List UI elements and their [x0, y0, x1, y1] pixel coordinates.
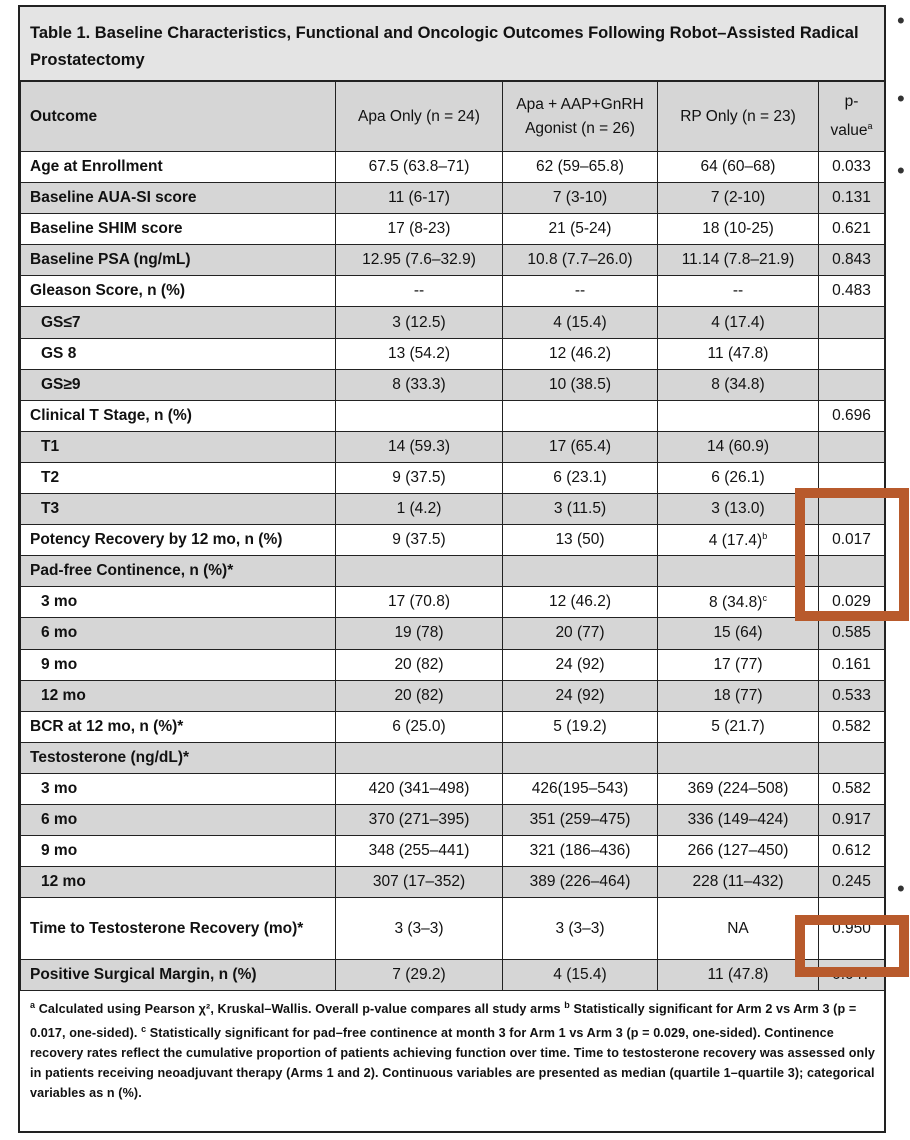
cell-rp-text: 3 (13.0): [711, 500, 765, 518]
table-row: [21, 649, 885, 680]
outcomes-table: [20, 81, 885, 991]
footnote-sup-a: a: [30, 1000, 36, 1010]
cell-pvalue: [819, 307, 885, 338]
cell-apa: [336, 618, 503, 649]
cell-pvalue-text: 0.582: [832, 779, 871, 797]
row-label: [21, 338, 336, 369]
cell-combo: [503, 369, 658, 400]
cell-pvalue-text: 0.621: [832, 220, 871, 238]
cell-pvalue: [819, 649, 885, 680]
row-label-text: 12 mo: [41, 873, 86, 891]
header-combo-line2: Agonist (n = 26): [525, 119, 635, 137]
cell-rp-text: 336 (149–424): [687, 811, 789, 829]
cell-rp-sup: c: [762, 592, 767, 603]
table-row: [21, 431, 885, 462]
cell-apa-text: 19 (78): [394, 624, 444, 642]
row-label-text: 12 mo: [41, 686, 86, 704]
cell-apa: [336, 742, 503, 773]
cell-apa: [336, 494, 503, 525]
cell-combo: [503, 773, 658, 804]
cell-pvalue: [819, 369, 885, 400]
row-label-text: Clinical T Stage, n (%): [30, 406, 192, 424]
cell-pvalue-text: 0.131: [832, 189, 871, 207]
cell-pvalue: [819, 836, 885, 867]
cell-rp-text: 8 (34.8): [709, 593, 763, 611]
table-row: [21, 183, 885, 214]
cell-combo: [503, 245, 658, 276]
row-label: [21, 152, 336, 183]
cell-pvalue: [819, 773, 885, 804]
table-row: [21, 556, 885, 587]
cell-pvalue-text: 0.582: [832, 717, 871, 735]
cell-apa-text: 348 (255–441): [368, 842, 470, 860]
row-label-text: GS 8: [41, 344, 77, 362]
row-label: [21, 369, 336, 400]
row-label: [21, 960, 336, 991]
table-row: [21, 525, 885, 556]
table-row: [21, 494, 885, 525]
cell-pvalue: [819, 867, 885, 898]
row-label: [21, 245, 336, 276]
cell-combo-text: 351 (259–475): [529, 811, 631, 829]
cell-rp: [658, 152, 819, 183]
table-row: [21, 618, 885, 649]
cell-rp: [658, 649, 819, 680]
cell-combo: [503, 214, 658, 245]
row-label: [21, 276, 336, 307]
row-label-text: Pad-free Continence, n (%)*: [30, 562, 234, 580]
cell-combo: [503, 711, 658, 742]
cell-combo-text: 17 (65.4): [548, 437, 612, 455]
row-label: [21, 431, 336, 462]
cell-combo-text: --: [574, 282, 586, 300]
cell-apa-text: 307 (17–352): [372, 873, 466, 891]
table-row: [21, 898, 885, 960]
table-row: [21, 587, 885, 618]
table-row: [21, 742, 885, 773]
cell-pvalue: [819, 804, 885, 835]
cell-rp-text: 5 (21.7): [711, 717, 765, 735]
table-row: [21, 711, 885, 742]
row-label-text: Baseline PSA (ng/mL): [30, 251, 191, 269]
cell-combo-text: 4 (15.4): [553, 313, 607, 331]
bullet-dot: •: [897, 876, 905, 901]
cell-combo: [503, 307, 658, 338]
cell-apa-text: 20 (82): [394, 655, 444, 673]
cell-apa-text: 9 (37.5): [392, 531, 446, 549]
cell-combo: [503, 867, 658, 898]
cell-rp-text: 14 (60.9): [706, 437, 770, 455]
cell-apa: [336, 898, 503, 960]
cell-apa: [336, 525, 503, 556]
cell-rp: [658, 680, 819, 711]
cell-combo: [503, 680, 658, 711]
cell-apa-text: 20 (82): [394, 686, 444, 704]
cell-pvalue-text: 0.245: [832, 873, 871, 891]
table-row: [21, 960, 885, 991]
cell-apa: [336, 587, 503, 618]
cell-apa-text: 3 (3–3): [394, 919, 444, 937]
cell-combo-text: 3 (11.5): [553, 500, 607, 518]
cell-pvalue-text: 0.033: [832, 158, 871, 176]
cell-rp-text: 7 (2-10): [710, 189, 766, 207]
cell-combo-text: 3 (3–3): [555, 919, 605, 937]
cell-pvalue: [819, 618, 885, 649]
cell-rp-text: 17 (77): [713, 655, 763, 673]
cell-apa-text: 8 (33.3): [392, 375, 446, 393]
cell-combo: [503, 742, 658, 773]
cell-pvalue-text: 0.843: [832, 251, 871, 269]
cell-apa: [336, 556, 503, 587]
cell-rp-text: 11.14 (7.8–21.9): [681, 251, 795, 269]
row-label-text: GS≥9: [41, 375, 81, 393]
row-label: [21, 183, 336, 214]
cell-rp-text: 6 (26.1): [711, 468, 765, 486]
table-title: Table 1. Baseline Characteristics, Functional and Oncologic Outcomes Following Robot–Assisted Radical Prostatectomy: [20, 7, 884, 81]
row-label: [21, 400, 336, 431]
cell-pvalue-text: 0.161: [832, 655, 871, 673]
row-label: [21, 494, 336, 525]
header-p-sup: a: [867, 120, 873, 131]
cell-combo-text: 24 (92): [555, 655, 605, 673]
cell-combo-text: 10 (38.5): [548, 375, 612, 393]
footnote-b: Statistically significant for Arm 2 vs Arm 3 (p = 0.017, one-sided).: [30, 1002, 857, 1041]
cell-combo: [503, 836, 658, 867]
cell-rp-text: 266 (127–450): [687, 842, 789, 860]
cell-pvalue-text: 0.017: [832, 531, 871, 549]
cell-pvalue: [819, 152, 885, 183]
cell-apa: [336, 867, 503, 898]
cell-rp-text: 18 (10-25): [702, 220, 774, 238]
cell-apa: [336, 183, 503, 214]
cell-combo-text: 62 (59–65.8): [536, 158, 624, 176]
row-label-text: Testosterone (ng/dL)*: [30, 748, 190, 766]
cell-rp: [658, 618, 819, 649]
cell-combo: [503, 431, 658, 462]
cell-apa-text: 370 (271–395): [368, 811, 470, 829]
table-row: [21, 462, 885, 493]
cell-combo: [503, 338, 658, 369]
table-row: [21, 245, 885, 276]
row-label: [21, 867, 336, 898]
cell-rp-text: 11 (47.8): [707, 966, 769, 984]
row-label-text: T3: [41, 500, 60, 518]
cell-combo: [503, 462, 658, 493]
cell-rp: [658, 214, 819, 245]
row-label-text: Potency Recovery by 12 mo, n (%): [30, 531, 283, 549]
cell-combo-text: 12 (46.2): [548, 593, 612, 611]
footnote-sup-b: b: [564, 1000, 570, 1010]
bullet-dot: •: [897, 8, 905, 33]
cell-rp-text: 8 (34.8): [711, 375, 765, 393]
row-label: [21, 556, 336, 587]
row-label-text: 9 mo: [41, 842, 78, 860]
cell-pvalue-text: 0.047: [832, 966, 871, 984]
cell-combo: [503, 804, 658, 835]
table-row: [21, 338, 885, 369]
header-p-line1: p-: [844, 92, 859, 110]
table-row: [21, 400, 885, 431]
cell-combo-text: 7 (3-10): [552, 189, 608, 207]
cell-apa: [336, 307, 503, 338]
row-label-text: Gleason Score, n (%): [30, 282, 186, 300]
cell-combo: [503, 556, 658, 587]
row-label-text: BCR at 12 mo, n (%)*: [30, 717, 184, 735]
cell-combo-text: 21 (5-24): [548, 220, 612, 238]
cell-combo-text: 6 (23.1): [553, 468, 607, 486]
row-label: [21, 742, 336, 773]
cell-apa: [336, 276, 503, 307]
cell-pvalue: [819, 338, 885, 369]
cell-apa: [336, 431, 503, 462]
cell-rp: [658, 836, 819, 867]
header-pvalue: [819, 82, 885, 152]
row-label-text: Time to Testosterone Recovery (mo)*: [30, 919, 304, 937]
cell-apa-text: 3 (12.5): [392, 313, 446, 331]
row-label: [21, 525, 336, 556]
cell-rp: [658, 369, 819, 400]
cell-combo-text: 5 (19.2): [553, 717, 607, 735]
cell-rp-sup: b: [762, 530, 768, 541]
cell-apa-text: 12.95 (7.6–32.9): [362, 251, 476, 269]
cell-pvalue-text: 0.950: [832, 919, 871, 937]
header-combo: [503, 82, 658, 152]
cell-combo-text: 20 (77): [555, 624, 605, 642]
row-label-text: 6 mo: [41, 624, 78, 642]
cell-rp-text: --: [732, 282, 744, 300]
cell-apa-text: 67.5 (63.8–71): [368, 158, 470, 176]
row-label: [21, 711, 336, 742]
cell-apa-text: 9 (37.5): [392, 468, 446, 486]
cell-combo-text: 321 (186–436): [529, 842, 631, 860]
cell-pvalue-text: 0.585: [832, 624, 871, 642]
cell-apa: [336, 152, 503, 183]
cell-pvalue-text: 0.029: [832, 593, 871, 611]
header-apa: Apa Only (n = 24): [336, 82, 503, 152]
cell-rp: [658, 245, 819, 276]
cell-pvalue: [819, 276, 885, 307]
cell-pvalue-text: 0.612: [832, 842, 871, 860]
bullet-dot: •: [897, 158, 905, 183]
header-rp: RP Only (n = 23): [658, 82, 819, 152]
cell-pvalue: [819, 245, 885, 276]
table-row: [21, 307, 885, 338]
row-label: [21, 773, 336, 804]
cell-combo-text: 12 (46.2): [548, 344, 612, 362]
cell-combo: [503, 525, 658, 556]
cell-pvalue: [819, 742, 885, 773]
cell-rp: [658, 804, 819, 835]
cell-apa: [336, 836, 503, 867]
table-row: [21, 680, 885, 711]
cell-apa-text: 11 (6-17): [388, 189, 450, 207]
highlight-box-surgical-margin: [795, 915, 909, 977]
cell-combo: [503, 183, 658, 214]
cell-combo-text: 13 (50): [555, 531, 605, 549]
cell-pvalue: [819, 400, 885, 431]
row-label-text: 6 mo: [41, 811, 78, 829]
cell-rp-text: 4 (17.4): [711, 313, 765, 331]
table-row: [21, 214, 885, 245]
cell-rp: [658, 276, 819, 307]
row-label: [21, 680, 336, 711]
cell-combo-text: 389 (226–464): [529, 873, 631, 891]
row-label-text: Baseline AUA-SI score: [30, 189, 197, 207]
cell-rp-text: 369 (224–508): [687, 779, 789, 797]
cell-rp-text: 228 (11–432): [692, 873, 784, 891]
cell-apa-text: 17 (70.8): [387, 593, 451, 611]
row-label: [21, 618, 336, 649]
cell-apa-text: 7 (29.2): [392, 966, 446, 984]
cell-combo: [503, 960, 658, 991]
cell-apa-text: --: [413, 282, 425, 300]
row-label: [21, 836, 336, 867]
cell-apa: [336, 369, 503, 400]
cell-apa-text: 13 (54.2): [387, 344, 451, 362]
footnote-a: Calculated using Pearson χ², Kruskal–Wallis. Overall p-value compares all study arms: [35, 1002, 565, 1017]
cell-apa: [336, 960, 503, 991]
cell-rp-text: 18 (77): [713, 686, 763, 704]
table-row: [21, 773, 885, 804]
cell-rp-text: NA: [727, 919, 749, 937]
header-combo-line1: Apa + AAP+GnRH: [516, 95, 644, 113]
cell-rp: [658, 183, 819, 214]
footnote-c: Statistically significant for pad–free continence at month 3 for Arm 1 vs Arm 3 (p = 0.029, one-sided). Continence recovery rates reflect the cumulative proportion of patients achieving function over time. Time to testosterone recovery was assessed only in patients receiving neoadjuvant therapy (Arms 1 and 2). Continuous variables are presented as median (quartile 1–quartile 3); categorical variables as n (%).: [30, 1026, 876, 1101]
table-row: [21, 276, 885, 307]
cell-pvalue-text: 0.917: [832, 811, 871, 829]
cell-pvalue: [819, 183, 885, 214]
cell-rp: [658, 742, 819, 773]
header-row: [21, 82, 885, 152]
cell-rp: [658, 867, 819, 898]
cell-apa-text: 6 (25.0): [392, 717, 446, 735]
cell-pvalue: [819, 680, 885, 711]
cell-rp: [658, 711, 819, 742]
cell-combo-text: 4 (15.4): [553, 966, 607, 984]
cell-combo: [503, 152, 658, 183]
cell-apa: [336, 245, 503, 276]
row-label-text: T1: [41, 437, 60, 455]
cell-combo-text: 426(195–543): [531, 779, 629, 797]
cell-rp: [658, 307, 819, 338]
cell-combo-text: 10.8 (7.7–26.0): [527, 251, 633, 269]
row-label-text: 3 mo: [41, 593, 78, 611]
cell-rp-text: 4 (17.4): [708, 531, 763, 549]
cell-combo: [503, 898, 658, 960]
row-label-text: 3 mo: [41, 779, 78, 797]
cell-pvalue: [819, 214, 885, 245]
cell-rp-text: 64 (60–68): [700, 158, 776, 176]
cell-combo: [503, 649, 658, 680]
cell-rp: [658, 338, 819, 369]
cell-apa: [336, 649, 503, 680]
cell-apa-text: 420 (341–498): [368, 779, 470, 797]
cell-pvalue-text: 0.483: [832, 282, 871, 300]
cell-apa: [336, 338, 503, 369]
row-label: [21, 804, 336, 835]
cell-rp: [658, 431, 819, 462]
cell-pvalue-text: 0.533: [832, 686, 871, 704]
footnotes: [30, 995, 876, 1103]
highlight-box-potency-continence: [795, 488, 909, 621]
row-label: [21, 649, 336, 680]
cell-apa: [336, 400, 503, 431]
table-row: [21, 836, 885, 867]
row-label: [21, 898, 336, 960]
cell-pvalue: [819, 431, 885, 462]
row-label: [21, 214, 336, 245]
cell-rp-text: 11 (47.8): [707, 344, 769, 362]
cell-combo: [503, 276, 658, 307]
cell-combo: [503, 494, 658, 525]
header-p-line2: value: [830, 122, 868, 140]
cell-apa: [336, 804, 503, 835]
row-label-text: GS≤7: [41, 313, 81, 331]
cell-apa: [336, 214, 503, 245]
cell-rp-text: 15 (64): [713, 624, 763, 642]
cell-apa: [336, 711, 503, 742]
cell-pvalue-text: 0.696: [832, 406, 871, 424]
cell-combo: [503, 400, 658, 431]
row-label-text: 9 mo: [41, 655, 78, 673]
row-label: [21, 307, 336, 338]
cell-combo: [503, 618, 658, 649]
cell-apa: [336, 773, 503, 804]
bullet-dot: •: [897, 86, 905, 111]
cell-combo-text: 24 (92): [555, 686, 605, 704]
row-label: [21, 462, 336, 493]
table-row: [21, 804, 885, 835]
cell-pvalue: [819, 711, 885, 742]
row-label-text: Positive Surgical Margin, n (%): [30, 966, 257, 984]
row-label-text: Baseline SHIM score: [30, 220, 183, 238]
footnote-sup-c: c: [141, 1024, 147, 1035]
table-row: [21, 369, 885, 400]
cell-apa-text: 1 (4.2): [396, 500, 442, 518]
table-row: [21, 867, 885, 898]
cell-apa-text: 17 (8-23): [387, 220, 451, 238]
cell-apa: [336, 680, 503, 711]
row-label: [21, 587, 336, 618]
row-label-text: Age at Enrollment: [30, 158, 163, 176]
table-frame: [18, 5, 886, 1133]
cell-apa: [336, 462, 503, 493]
cell-rp: [658, 400, 819, 431]
header-outcome: Outcome: [21, 82, 336, 152]
cell-combo: [503, 587, 658, 618]
cell-rp: [658, 773, 819, 804]
row-label-text: T2: [41, 468, 60, 486]
table-row: [21, 152, 885, 183]
cell-apa-text: 14 (59.3): [387, 437, 451, 455]
